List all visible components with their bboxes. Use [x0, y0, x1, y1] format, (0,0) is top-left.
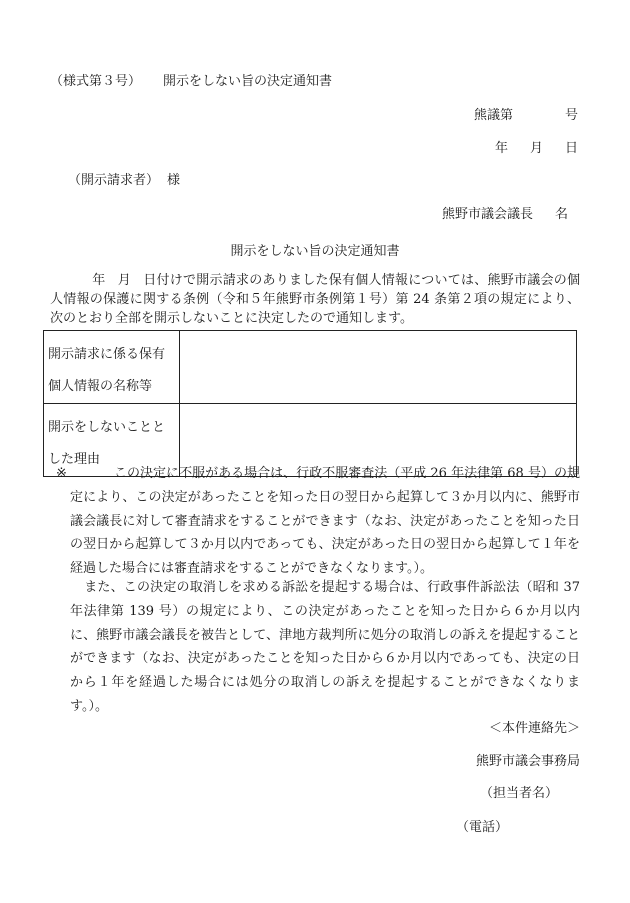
form-number: （様式第３号） — [50, 74, 142, 89]
body-paragraph — [50, 271, 580, 328]
reference-suffix: 号 — [564, 108, 578, 123]
contact-phone: （電話） — [455, 820, 508, 835]
recipient-honorific: 様 — [167, 173, 181, 188]
form-header — [50, 70, 332, 89]
date-day: 日 — [564, 141, 578, 156]
lawsuit-text: また、この決定の取消しを求める訴訟を提起する場合は、行政事件訴訟法（昭和 37 年法律第 139 号）の規定により、この決定があったことを知った日から６か月以内に、熊野市議会議長を被告として、津地方裁判所に処分の取消しの訴えを提起することができます（なお、決定があったことを知った日から６か月以内であっても、決定の日から１年を経過した場合には処分の取消しの訴えを提起することができなくなります。）。 — [70, 580, 580, 714]
contact-heading: ＜本件連絡先＞ — [488, 721, 580, 736]
issuer — [442, 203, 568, 222]
reference-prefix: 熊議第 — [473, 108, 513, 123]
row-label-line: 開示をしないことと — [48, 420, 166, 435]
row-label-line: した理由 — [48, 452, 101, 467]
contact-office: 熊野市議会事務局 — [475, 754, 580, 769]
lawsuit-note — [70, 576, 580, 719]
body-text: 日付けで開示請求のありました保有個人情報については、熊野市議会の個人情報の保護に関する条例（令和５年熊野市条例第１号）第 24 条第２項の規定により、次のとおり全部を開示しないことに決定したので通知します。 — [50, 273, 580, 326]
date-month: 月 — [529, 141, 543, 156]
appeal-text: この決定に不服がある場合は、行政不服審査法（平成 26 年法律第 68 号）の規定により、この決定があったことを知った日の翌日から起算して３か月以内に、熊野市議会議長に対して審査請求をすることができます（なお、決定があったことを知った日の翌日から起算して３か月以内であっても、決定があった日の翌日から起算して１年を経過した場合には審査請求をすることができなくなります。）。 — [70, 466, 580, 577]
row-label — [44, 331, 180, 404]
issuer-name-suffix: 名 — [554, 207, 568, 222]
body-year: 年 — [92, 273, 106, 288]
note-mark: ※ — [56, 466, 67, 481]
issue-date — [495, 137, 578, 156]
row-label-line: 開示請求に係る保有 — [48, 347, 166, 362]
info-table — [43, 330, 577, 477]
contact-person: （担当者名） — [479, 786, 558, 801]
row-value — [180, 331, 577, 404]
reference-number — [474, 104, 578, 123]
recipient-name: （開示請求者） — [68, 173, 160, 188]
date-year: 年 — [494, 141, 508, 156]
body-month: 月 — [117, 273, 131, 288]
document-title: 開示をしない旨の決定通知書 — [230, 244, 400, 259]
issuer-title: 熊野市議会議長 — [441, 207, 533, 222]
recipient — [68, 169, 180, 188]
table-row — [44, 331, 577, 404]
appeal-note — [56, 462, 580, 581]
row-label-line: 個人情報の名称等 — [48, 379, 153, 394]
form-title: 開示をしない旨の決定通知書 — [163, 74, 333, 89]
